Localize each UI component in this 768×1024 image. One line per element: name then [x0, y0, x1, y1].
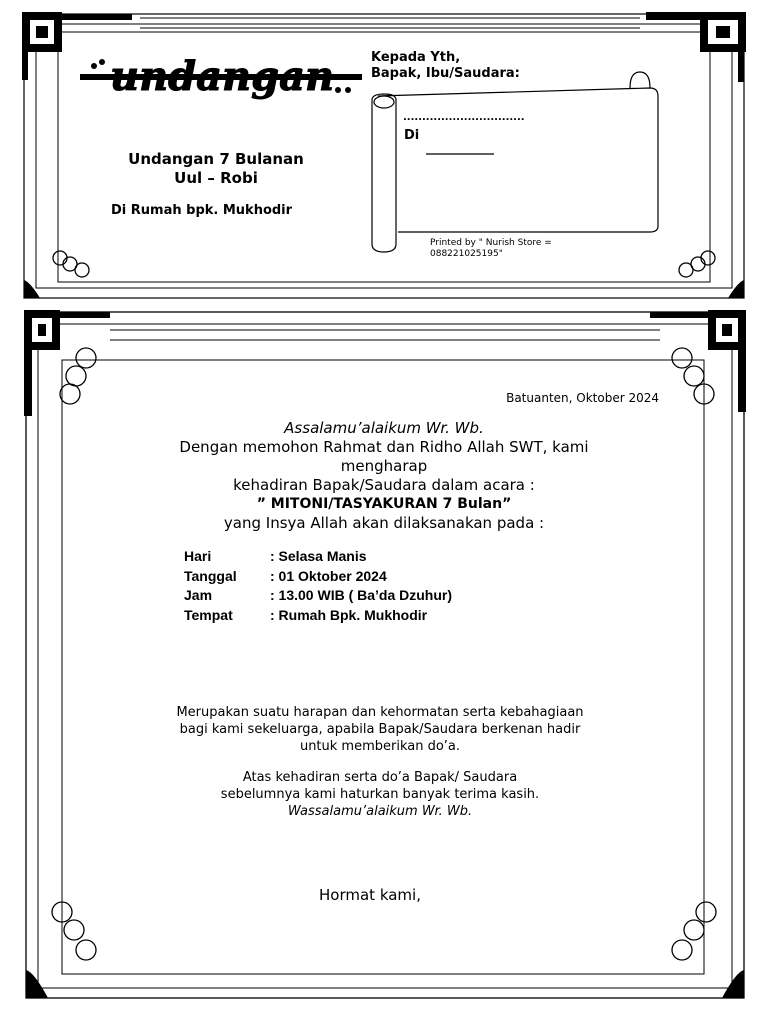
- detail-value: : 13.00 WIB ( Ba’da Dzuhur): [270, 587, 453, 603]
- detail-label: Hari: [184, 548, 212, 564]
- to-line2: Bapak, Ibu/Saudara:: [371, 66, 520, 81]
- detail-value: : Selasa Manis: [270, 548, 367, 564]
- intro-line2: mengharap: [340, 457, 428, 475]
- intro-line3: kehadiran Bapak/Saudara dalam acara :: [233, 476, 535, 494]
- detail-row: [184, 568, 452, 588]
- envelope-title-line1: Undangan 7 Bulanan: [128, 150, 304, 168]
- addressee-label: [371, 50, 520, 82]
- closing-paragraph-1: [120, 704, 640, 755]
- recipient-name-line: ................................: [403, 112, 525, 123]
- signoff: Hormat kami,: [319, 886, 421, 904]
- para1-line1: Merupakan suatu harapan dan kehormatan serta kebahagiaan: [176, 705, 584, 720]
- intro-line1: Dengan memohon Rahmat dan Ridho Allah SWT, kami: [179, 438, 589, 456]
- printed-by: Printed by " Nurish Store = 088221025195": [430, 238, 552, 259]
- detail-label: Jam: [184, 587, 213, 603]
- envelope-title-line2: Uul – Robi: [174, 169, 258, 187]
- logo-text: undangan: [110, 53, 335, 100]
- detail-label: Tempat: [184, 606, 233, 623]
- detail-row: [184, 587, 452, 607]
- event-details: [184, 548, 452, 626]
- to-label: Kepada Yth,: [371, 50, 461, 65]
- para2-line3: Wassalamu’alaikum Wr. Wb.: [287, 804, 473, 819]
- para1-line3: untuk memberikan do’a.: [299, 739, 461, 754]
- intro-line4: yang Insya Allah akan dilaksanakan pada :: [223, 514, 545, 532]
- detail-label: Tanggal: [184, 567, 237, 584]
- event-name: ” MITONI/TASYAKURAN 7 Bulan”: [256, 496, 512, 512]
- detail-value: : Rumah Bpk. Mukhodir: [270, 606, 428, 623]
- para2-line1: Atas kehadiran serta do’a Bapak/ Saudara: [242, 770, 518, 785]
- greeting: Assalamu’alaikum Wr. Wb.: [284, 419, 484, 437]
- para1-line2: bagi kami sekeluarga, apabila Bapak/Saudara berkenan hadir: [179, 722, 581, 737]
- closing-paragraph-2: [120, 769, 640, 820]
- detail-row: [184, 548, 452, 568]
- detail-value: : 01 Oktober 2024: [270, 567, 387, 584]
- di-label: Di: [404, 128, 420, 143]
- envelope-location: Di Rumah bpk. Mukhodir: [111, 203, 293, 218]
- envelope-title: [86, 150, 346, 188]
- place-date: Batuanten, Oktober 2024: [506, 391, 659, 405]
- detail-row: [184, 607, 452, 627]
- undangan-logo: [80, 52, 362, 100]
- para2-line2: sebelumnya kami haturkan banyak terima kasih.: [220, 787, 540, 802]
- letter-intro: [84, 419, 684, 533]
